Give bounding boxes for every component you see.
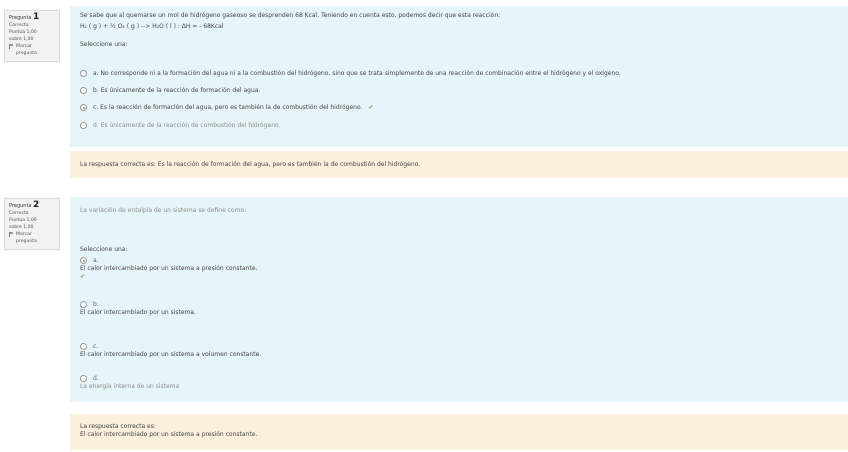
correct-answer-feedback-2 xyxy=(70,414,848,450)
question-content-1 xyxy=(70,6,848,147)
feedback-heading: La respuesta correcta es: xyxy=(80,423,156,430)
radio-a[interactable] xyxy=(80,70,87,77)
answer-option-a[interactable]: a. El calor intercambiado por un sistema a presión constante. ✔ xyxy=(80,257,258,280)
radio-b[interactable] xyxy=(80,87,87,94)
question-title: Pregunta 2 xyxy=(9,200,40,210)
radio-c[interactable] xyxy=(80,343,87,350)
radio-d[interactable] xyxy=(80,375,87,382)
answer-label: El calor intercambiado por un sistema a volumen constante. xyxy=(80,351,262,358)
answer-option-d[interactable]: d. La energía interna de un sistema xyxy=(80,375,180,390)
select-label: Seleccione una: xyxy=(80,41,128,48)
flag-question-link[interactable]: Marcar pregunta xyxy=(9,43,56,57)
question-text: La variación de entalpía de un sistema se define como: xyxy=(80,207,247,214)
radio-c[interactable] xyxy=(80,104,87,111)
answer-label: c. Es la reacción de formación del agua, pero es también la de combustión del hidrógeno. xyxy=(93,104,363,111)
answer-label: El calor intercambiado por un sistema. xyxy=(80,309,197,316)
flag-icon xyxy=(9,232,14,237)
question-status: Correcta xyxy=(9,211,29,216)
correct-check-icon: ✔ xyxy=(368,104,374,111)
select-label: Seleccione una: xyxy=(80,246,128,253)
question-score: Puntúa 1,00 xyxy=(9,30,37,35)
feedback-text: El calor intercambiado por un sistema a presión constante. xyxy=(80,431,258,438)
radio-b[interactable] xyxy=(80,301,87,308)
answer-label: La energía interna de un sistema xyxy=(80,383,180,390)
answer-option-c[interactable]: c. El calor intercambiado por un sistema a volumen constante. xyxy=(80,343,262,358)
correct-answer-feedback-1 xyxy=(70,151,848,178)
reaction-equation: H₂ ( g ) + ½ O₂ ( g ) --> H₂O ( l ) : ΔH = - 68Kcal xyxy=(80,23,224,30)
answer-option-c[interactable] xyxy=(80,104,373,111)
question-text: Se sabe que al quemarse un mol de hidrógeno gaseoso se desprenden 68 Kcal. Teniendo en cuenta esto, podemos decir que esta reacción: xyxy=(80,12,501,19)
question-score-max: sobre 1,00 xyxy=(9,225,34,230)
answer-option-a[interactable] xyxy=(80,70,621,77)
question-content-2 xyxy=(70,197,848,402)
answer-option-b[interactable]: b. El calor intercambiado por un sistema. xyxy=(80,301,197,316)
correct-check-icon: ✔ xyxy=(80,273,86,280)
radio-a[interactable] xyxy=(80,257,87,264)
question-score: Puntúa 1,00 xyxy=(9,218,37,223)
answer-label: a. No corresponde ni a la formación del agua ni a la combustión del hidrógeno, sino que se trata simplemente de una reacción de combinación entre el hidrógeno y el oxígeno. xyxy=(93,70,621,77)
question-title: Pregunta 1 xyxy=(9,12,40,22)
question-score-max: sobre 1,00 xyxy=(9,37,34,42)
flag-icon xyxy=(9,44,14,49)
answer-option-d[interactable] xyxy=(80,122,279,129)
answer-label: El calor intercambiado por un sistema a presión constante. xyxy=(80,265,258,272)
question-info-2 xyxy=(4,198,60,250)
radio-d[interactable] xyxy=(80,122,87,129)
answer-label: d. Es únicamente de la reacción de combustión del hidrógeno xyxy=(93,122,279,129)
question-status: Correcta xyxy=(9,23,29,28)
flag-question-link[interactable]: Marcar pregunta xyxy=(9,231,56,245)
answer-label: b. Es únicamente de la reacción de formación del agua. xyxy=(93,87,261,94)
answer-option-b[interactable] xyxy=(80,87,260,94)
feedback-text: La respuesta correcta es: Es la reacción de formación del agua, pero es también la de combustión del hidrógeno. xyxy=(80,161,421,168)
question-info-1 xyxy=(4,10,60,62)
